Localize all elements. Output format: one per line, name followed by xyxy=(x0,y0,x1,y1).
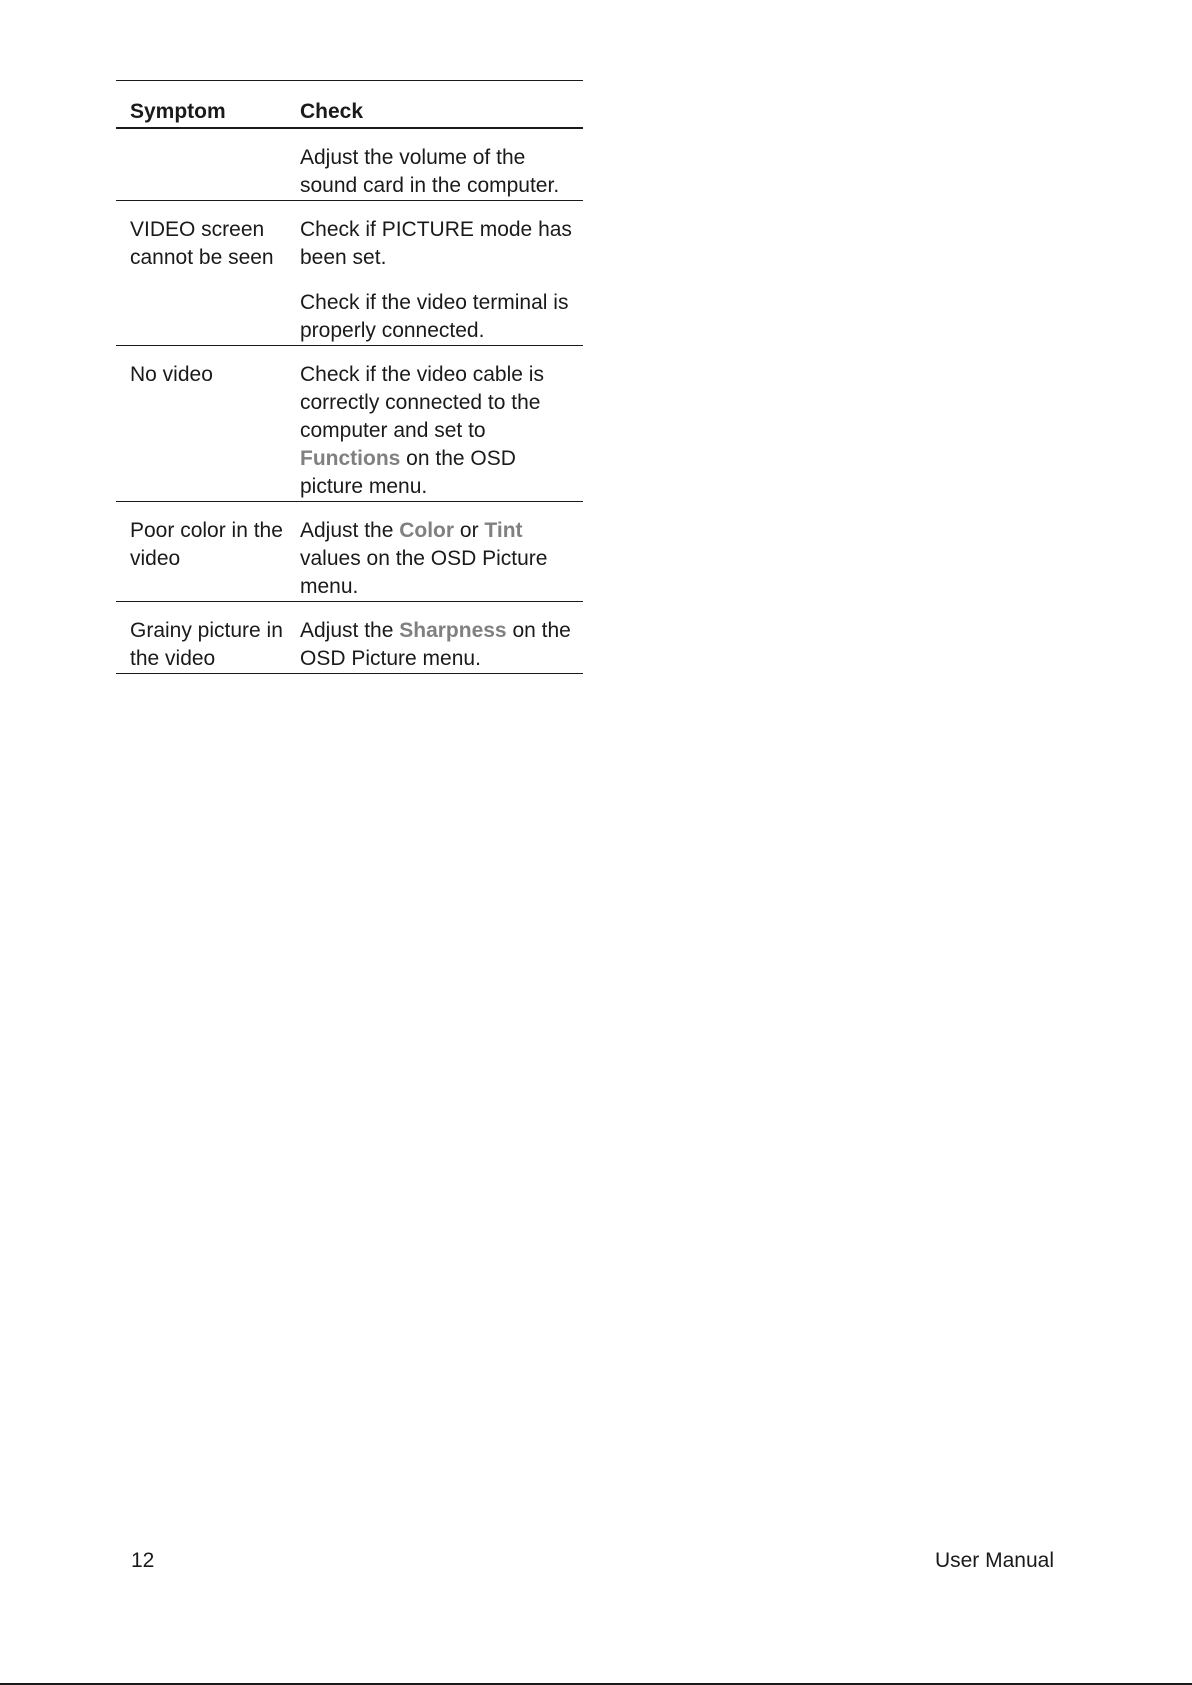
check-text: Check if the video cable is correctly connected to the computer and set to xyxy=(300,363,544,442)
symptom-cell: VIDEO screen cannot be seen xyxy=(116,201,300,346)
check-text: Check if PICTURE mode has been set. xyxy=(300,218,572,269)
troubleshooting-table xyxy=(116,80,583,674)
check-cell xyxy=(300,602,583,674)
symptom-column-header: Symptom xyxy=(116,81,300,129)
highlighted-term: Tint xyxy=(484,519,523,542)
highlighted-term: Color xyxy=(399,519,455,542)
table-row xyxy=(116,128,583,201)
check-paragraph xyxy=(300,517,573,601)
check-paragraph xyxy=(300,216,573,272)
symptom-cell xyxy=(116,128,300,201)
symptom-cell: Poor color in the video xyxy=(116,502,300,602)
highlighted-term: Functions xyxy=(300,447,401,470)
table-header-row xyxy=(116,81,583,129)
check-column-header: Check xyxy=(300,81,583,129)
table-row xyxy=(116,201,583,346)
check-paragraph xyxy=(300,617,573,673)
table-body xyxy=(116,128,583,674)
check-cell xyxy=(300,128,583,201)
check-text: Adjust the xyxy=(300,619,400,642)
check-cell xyxy=(300,502,583,602)
check-text: Check if the video terminal is properly connected. xyxy=(300,291,569,342)
check-paragraph xyxy=(300,144,573,200)
check-paragraph xyxy=(300,289,573,345)
table-row xyxy=(116,502,583,602)
check-text: values on the OSD Picture menu. xyxy=(300,547,548,598)
check-text: Adjust the volume of the sound card in the computer. xyxy=(300,146,560,197)
symptom-cell: Grainy picture in the video xyxy=(116,602,300,674)
check-text: on the OSD Picture menu. xyxy=(300,619,571,670)
page-number: 12 xyxy=(131,1549,155,1572)
table-row xyxy=(116,602,583,674)
document-title: User Manual xyxy=(934,1549,1054,1572)
check-text: or xyxy=(454,519,485,542)
table-row xyxy=(116,346,583,502)
symptom-cell: No video xyxy=(116,346,300,502)
highlighted-term: Sharpness xyxy=(399,619,507,642)
check-paragraph xyxy=(300,361,573,501)
check-cell xyxy=(300,346,583,502)
check-cell xyxy=(300,201,583,346)
check-text: Adjust the xyxy=(300,519,400,542)
check-text: on the OSD picture menu. xyxy=(300,447,516,498)
